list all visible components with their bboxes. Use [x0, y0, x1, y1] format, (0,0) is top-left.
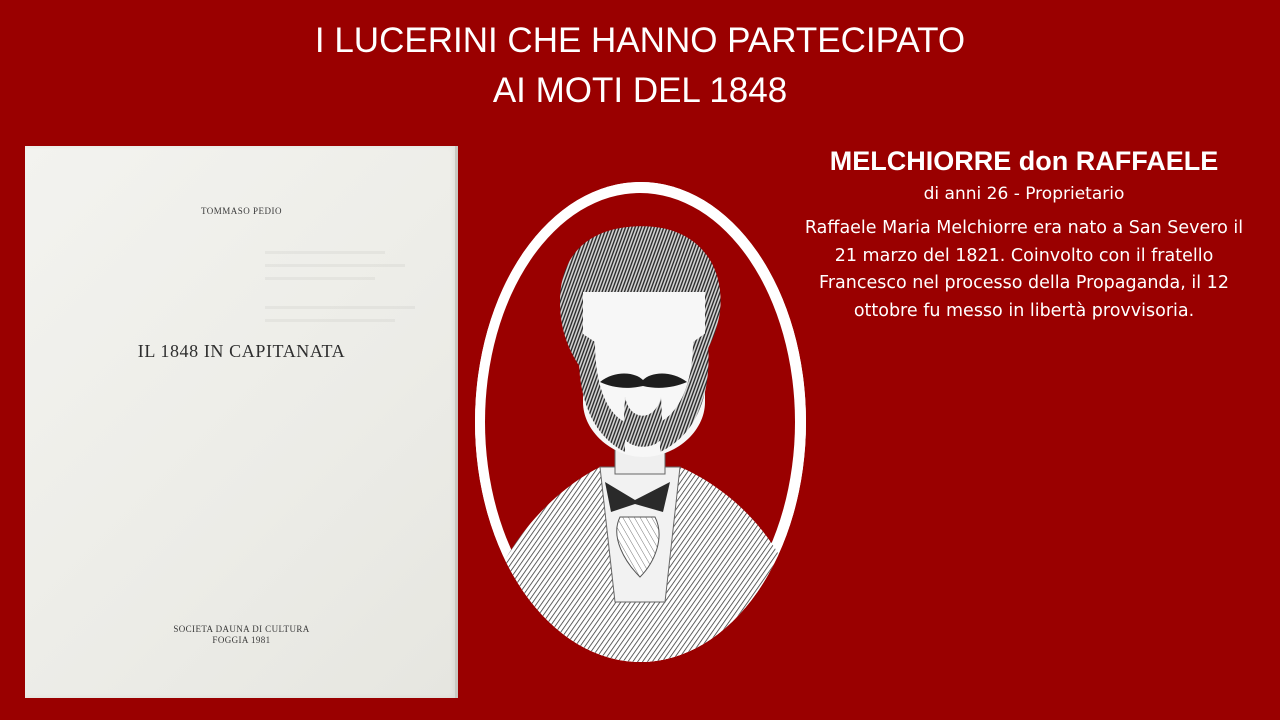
- slide-title-line-2: AI MOTI DEL 1848: [492, 71, 788, 110]
- book-publisher: [25, 624, 458, 646]
- book-title: IL 1848 IN CAPITANATA: [137, 341, 346, 361]
- person-info-panel: [800, 142, 1248, 325]
- engraved-portrait-icon: [475, 182, 806, 662]
- person-subtitle: di anni 26 - Proprietario: [923, 184, 1125, 204]
- slide-title-line-1: I LUCERINI CHE HANNO PARTECIPATO: [314, 21, 966, 60]
- person-name: MELCHIORRE don RAFFAELE: [829, 146, 1219, 176]
- book-publisher-line-1: SOCIETA DAUNA DI CULTURA: [173, 624, 310, 634]
- book-author: TOMMASO PEDIO: [200, 206, 283, 216]
- portrait-image: [475, 182, 806, 662]
- book-cover-image: [25, 146, 458, 698]
- person-bio: Raffaele Maria Melchiorre era nato a San Severo il 21 marzo del 1821. Coinvolto con il fratello Francesco nel processo della Propaganda, il 12 ottobre fu messo in libertà provvisoria.: [804, 218, 1244, 321]
- book-publisher-line-2: FOGGIA 1981: [212, 635, 271, 645]
- slide-title: [0, 16, 1280, 116]
